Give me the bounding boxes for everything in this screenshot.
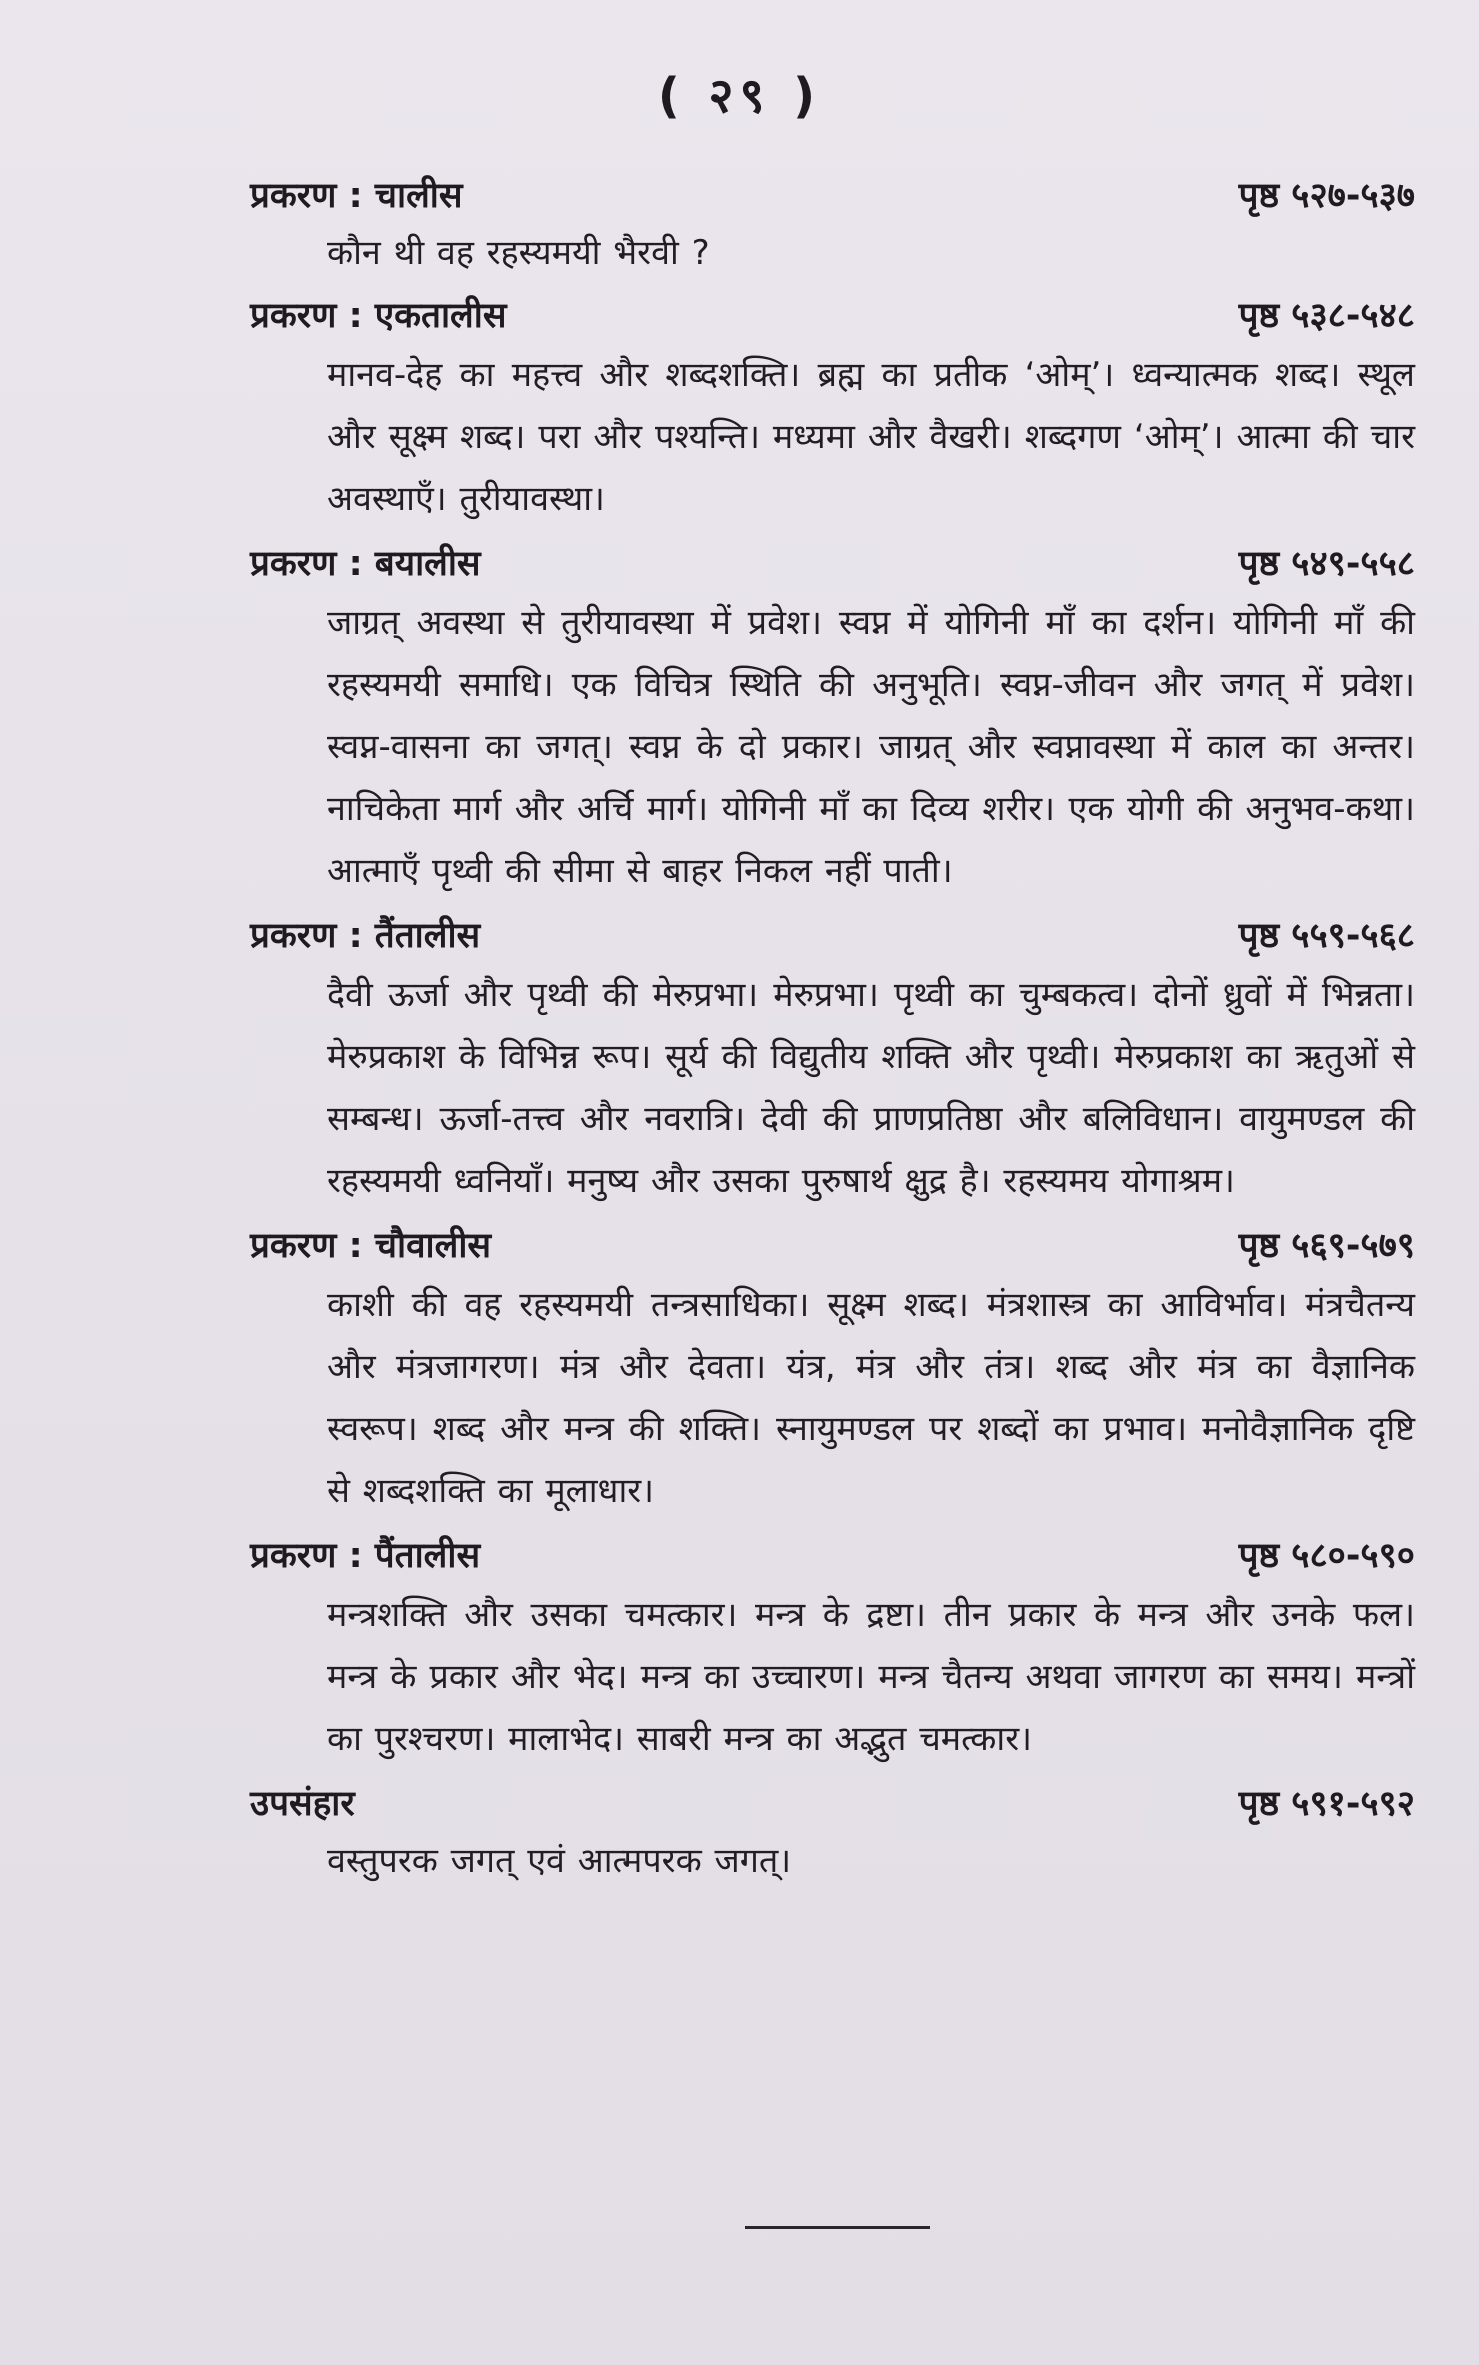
toc-entry-heading (250, 1218, 1415, 1274)
chapter-title: उपसंहार (250, 1784, 355, 1824)
table-of-contents (250, 168, 1415, 1896)
page-range: पृष्ठ ५९१-५९२ (1238, 1784, 1415, 1824)
toc-entry-heading (250, 1528, 1415, 1584)
chapter-summary: कौन थी वह रहस्यमयी भैरवी ? (327, 233, 710, 273)
page-range: पृष्ठ ५३८-५४८ (1238, 296, 1415, 336)
chapter-summary: दैवी ऊर्जा और पृथ्वी की मेरुप्रभा। मेरुप्रभा। पृथ्वी का चुम्बकत्व। दोनों ध्रुवों में भिन्नता। मेरुप्रकाश के विभिन्न रूप। सूर्य की विद्युतीय शक्ति और पृथ्वी। मेरुप्रकाश का ऋतुओं से सम्बन्ध। ऊर्जा-तत्त्व और नवरात्रि। देवी की प्राणप्रतिष्ठा और बलिविधान। वायुमण्डल की रहस्यमयी ध्वनियाँ। मनुष्य और उसका पुरुषार्थ क्षुद्र है। रहस्यमय योगाश्रम। (327, 975, 1415, 1201)
toc-entry-heading (250, 908, 1415, 964)
toc-entry-heading (250, 288, 1415, 344)
toc-entry-heading (250, 1776, 1415, 1832)
chapter-title: प्रकरण : एकतालीस (250, 296, 507, 336)
chapter-summary: वस्तुपरक जगत् एवं आत्मपरक जगत्। (327, 1841, 792, 1881)
page-range: पृष्ठ ५२७-५३७ (1238, 176, 1415, 216)
toc-entry (250, 1776, 1415, 1890)
page-range: पृष्ठ ५६९-५७९ (1238, 1226, 1415, 1266)
toc-entry (250, 908, 1415, 1212)
chapter-summary: मानव-देह का महत्त्व और शब्दशक्ति। ब्रह्म का प्रतीक ‘ओम्’। ध्वन्यात्मक शब्द। स्थूल और सूक्ष्म शब्द। परा और पश्यन्ति। मध्यमा और वैखरी। शब्दगण ‘ओम्’। आत्मा की चार अवस्थाएँ। तुरीयावस्था। (327, 355, 1415, 519)
page-range: पृष्ठ ५४९-५५८ (1238, 544, 1415, 584)
toc-entry-heading (250, 536, 1415, 592)
chapter-title: प्रकरण : बयालीस (250, 544, 481, 584)
page-range: पृष्ठ ५५९-५६८ (1238, 916, 1415, 956)
chapter-summary: मन्त्रशक्ति और उसका चमत्कार। मन्त्र के द्रष्टा। तीन प्रकार के मन्त्र और उनके फल। मन्त्र के प्रकार और भेद। मन्त्र का उच्चारण। मन्त्र चैतन्य अथवा जागरण का समय। मन्त्रों का पुरश्चरण। मालाभेद। साबरी मन्त्र का अद्भुत चमत्कार। (327, 1595, 1415, 1759)
chapter-title: प्रकरण : पैंतालीस (250, 1536, 481, 1576)
chapter-title: प्रकरण : तैंतालीस (250, 916, 481, 956)
end-divider (745, 2226, 930, 2229)
page-range: पृष्ठ ५८०-५९० (1238, 1536, 1415, 1576)
toc-entry (250, 1528, 1415, 1770)
toc-entry-heading (250, 168, 1415, 224)
chapter-title: प्रकरण : चालीस (250, 176, 463, 216)
toc-entry (250, 536, 1415, 902)
page-number: ( २९ ) (657, 68, 822, 124)
toc-entry (250, 1218, 1415, 1522)
toc-entry (250, 168, 1415, 282)
toc-entry (250, 288, 1415, 530)
chapter-title: प्रकरण : चौवालीस (250, 1226, 492, 1266)
chapter-summary: काशी की वह रहस्यमयी तन्त्रसाधिका। सूक्ष्म शब्द। मंत्रशास्त्र का आविर्भाव। मंत्रचैतन्य और मंत्रजागरण। मंत्र और देवता। यंत्र, मंत्र और तंत्र। शब्द और मंत्र का वैज्ञानिक स्वरूप। शब्द और मन्त्र की शक्ति। स्नायुमण्डल पर शब्दों का प्रभाव। मनोवैज्ञानिक दृष्टि से शब्दशक्ति का मूलाधार। (327, 1285, 1415, 1511)
chapter-summary: जाग्रत् अवस्था से तुरीयावस्था में प्रवेश। स्वप्न में योगिनी माँ का दर्शन। योगिनी माँ की रहस्यमयी समाधि। एक विचित्र स्थिति की अनुभूति। स्वप्न-जीवन और जगत् में प्रवेश। स्वप्न-वासना का जगत्। स्वप्न के दो प्रकार। जाग्रत् और स्वप्नावस्था में काल का अन्तर। नाचिकेता मार्ग और अर्चि मार्ग। योगिनी माँ का दिव्य शरीर। एक योगी की अनुभव-कथा। आत्माएँ पृथ्वी की सीमा से बाहर निकल नहीं पाती। (327, 603, 1415, 891)
